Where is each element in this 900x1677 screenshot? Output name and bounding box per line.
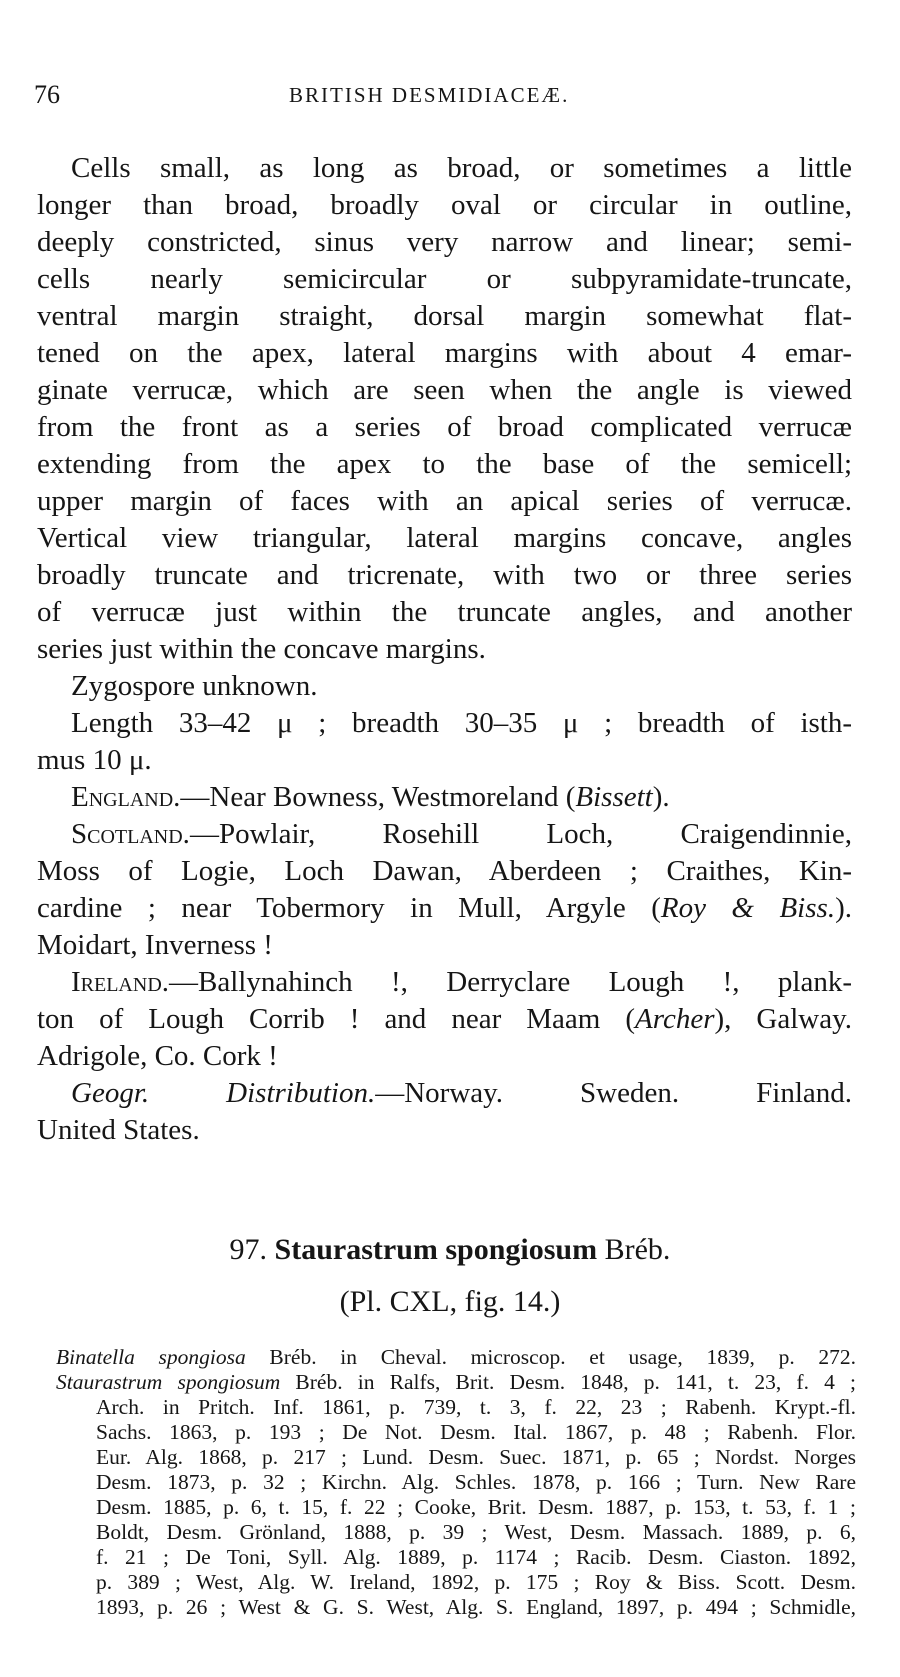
synonym-name: Binatella spongiosa xyxy=(56,1345,246,1369)
description-line: Vertical view triangular, lateral margins concave, angles xyxy=(37,522,852,554)
region-label: England. xyxy=(71,781,181,813)
locality-ireland-line: Adrigole, Co. Cork ! xyxy=(37,1040,278,1072)
description-line: ginate verrucæ, which are seen when the angle is viewed xyxy=(37,374,852,406)
reference-line: Desm. 1885, p. 6, t. 15, f. 22 ; Cooke, Brit. Desm. 1887, p. 153, t. 53, f. 1 ; xyxy=(96,1495,856,1519)
description-line: of verrucæ just within the truncate angles, and another xyxy=(37,596,852,628)
region-label: Scotland. xyxy=(71,818,190,850)
description-line: Cells small, as long as broad, or sometimes a little xyxy=(71,152,852,184)
description-line: cells nearly semicircular or subpyramidate-truncate, xyxy=(37,263,852,295)
locality-ireland-line: ton of Lough Corrib ! and near Maam (Archer), Galway. xyxy=(37,1003,852,1035)
region-label: Ireland. xyxy=(71,966,170,998)
description-line: deeply constricted, sinus very narrow and linear; semi- xyxy=(37,226,852,258)
species-author: Bréb. xyxy=(604,1233,671,1266)
locality-scotland: Scotland.—Powlair, Rosehill Loch, Craigendinnie, xyxy=(71,818,852,850)
species-description-text xyxy=(37,150,852,1149)
reference-line: f. 21 ; De Toni, Syll. Alg. 1889, p. 1174 ; Racib. Desm. Ciaston. 1892, xyxy=(96,1545,856,1569)
synonym-name: Staurastrum spongiosum xyxy=(56,1370,281,1394)
description-line: series just within the concave margins. xyxy=(37,633,486,665)
description-line: ventral margin straight, dorsal margin somewhat flat- xyxy=(37,300,852,332)
reference-line: Eur. Alg. 1868, p. 217 ; Lund. Desm. Suec. 1871, p. 65 ; Nordst. Norges xyxy=(96,1445,856,1469)
zygospore-note: Zygospore unknown. xyxy=(71,670,318,702)
running-title: BRITISH DESMIDIACEÆ. xyxy=(289,83,570,107)
page-number: 76 xyxy=(34,80,60,109)
synonym-entry: Staurastrum spongiosum Bréb. in Ralfs, Brit. Desm. 1848, p. 141, t. 23, f. 4 ; xyxy=(56,1370,857,1394)
species-number: 97. xyxy=(229,1233,268,1266)
description-line: upper margin of faces with an apical series of verrucæ. xyxy=(37,485,852,517)
species-heading xyxy=(0,1233,900,1267)
reference-line: Boldt, Desm. Grönland, 1888, p. 39 ; West, Desm. Massach. 1889, p. 6, xyxy=(96,1520,856,1544)
geographic-distribution-line: United States. xyxy=(37,1114,200,1146)
collector-name: Bissett xyxy=(575,781,653,813)
reference-line: p. 389 ; West, Alg. W. Ireland, 1892, p. 175 ; Roy & Biss. Scott. Desm. xyxy=(96,1570,856,1594)
description-line: longer than broad, broadly oval or circular in outline, xyxy=(37,189,852,221)
locality-england: England.—Near Bowness, Westmoreland (Bissett). xyxy=(71,781,670,813)
locality-scotland-line: cardine ; near Tobermory in Mull, Argyle (Roy & Biss.). xyxy=(37,892,852,924)
description-line: extending from the apex to the base of the semicell; xyxy=(37,448,852,480)
geographic-distribution: Geogr. Distribution.—Norway. Sweden. Finland. xyxy=(71,1077,852,1109)
reference-line: Sachs. 1863, p. 193 ; De Not. Desm. Ital. 1867, p. 48 ; Rabenh. Flor. xyxy=(96,1420,856,1444)
measurements-line: mus 10 μ. xyxy=(37,744,152,776)
description-line: tened on the apex, lateral margins with about 4 emar- xyxy=(37,337,852,369)
locality-ireland: Ireland.—Ballynahinch !, Derryclare Lough !, plank- xyxy=(71,966,852,998)
synonymy-references xyxy=(56,1345,856,1620)
reference-line: 1893, p. 26 ; West & G. S. West, Alg. S. England, 1897, p. 494 ; Schmidle, xyxy=(96,1595,856,1619)
synonym-entry: Binatella spongiosa Bréb. in Cheval. microscop. et usage, 1839, p. 272. xyxy=(56,1345,857,1369)
locality-scotland-line: Moss of Logie, Loch Dawan, Aberdeen ; Craithes, Kin- xyxy=(37,855,852,887)
collector-name: Roy & Biss. xyxy=(660,892,836,924)
measurements-line: Length 33–42 μ ; breadth 30–35 μ ; breadth of isth- xyxy=(71,707,852,739)
locality-scotland-line: Moidart, Inverness ! xyxy=(37,929,273,961)
reference-line: Arch. in Pritch. Inf. 1861, p. 739, t. 3, f. 22, 23 ; Rabenh. Krypt.-fl. xyxy=(96,1395,856,1419)
plate-reference: (Pl. CXL, fig. 14.) xyxy=(339,1285,561,1318)
collector-name: Archer xyxy=(635,1003,715,1035)
description-line: from the front as a series of broad complicated verrucæ xyxy=(37,411,852,443)
distribution-label: Geogr. Distribution. xyxy=(71,1077,376,1109)
description-line: broadly truncate and tricrenate, with two or three series xyxy=(37,559,852,591)
species-name: Staurastrum spongiosum xyxy=(274,1233,598,1266)
reference-line: Desm. 1873, p. 32 ; Kirchn. Alg. Schles. 1878, p. 166 ; Turn. New Rare xyxy=(96,1470,856,1494)
page-header xyxy=(34,80,854,116)
